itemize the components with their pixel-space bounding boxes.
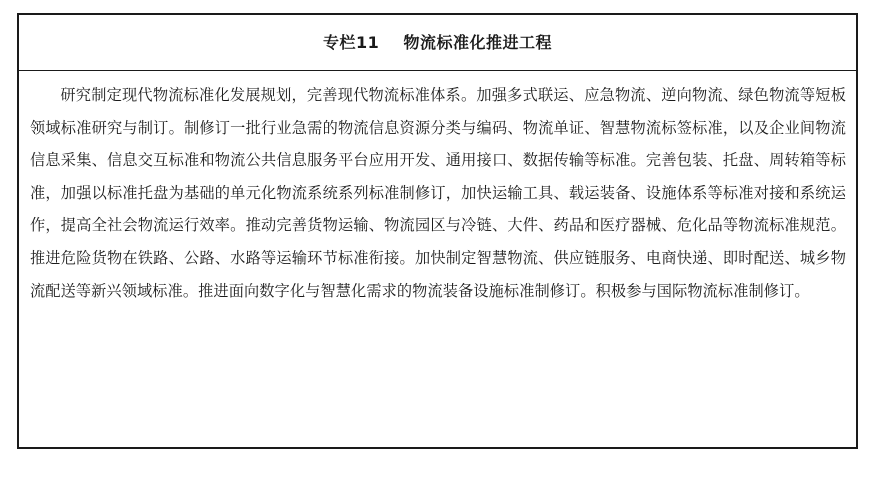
column-paragraph: 研究制定现代物流标准化发展规划，完善现代物流标准体系。加强多式联运、应急物流、逆向物流、绿色物流等短板领域标准研究与制订。制修订一批行业急需的物流信息资源分类与编码、物流单证、智慧物流标签标准，以及企业间物流信息采集、信息交互标准和物流公共信息服务平台应用开发、通用接口、数据传输等标准。完善包装、托盘、周转箱等标准，加强以标准托盘为基础的单元化物流系统系列标准制修订，加快运输工具、载运装备、设施体系等标准对接和系统运作，提高全社会物流运行效率。推动完善货物运输、物流园区与冷链、大件、药品和医疗器械、危化品等物流标准规范。推进危险货物在铁路、公路、水路等运输环节标准衔接。加快制定智慧物流、供应链服务、电商快递、即时配送、城乡物流配送等新兴领域标准。推进面向数字化与智慧化需求的物流装备设施标准制修订。积极参与国际物流标准制修订。 <box>30 86 846 300</box>
column-box <box>17 13 858 449</box>
column-header <box>19 15 856 71</box>
column-title: 专栏11 物流标准化推进工程 <box>322 33 553 52</box>
column-body <box>19 71 856 307</box>
